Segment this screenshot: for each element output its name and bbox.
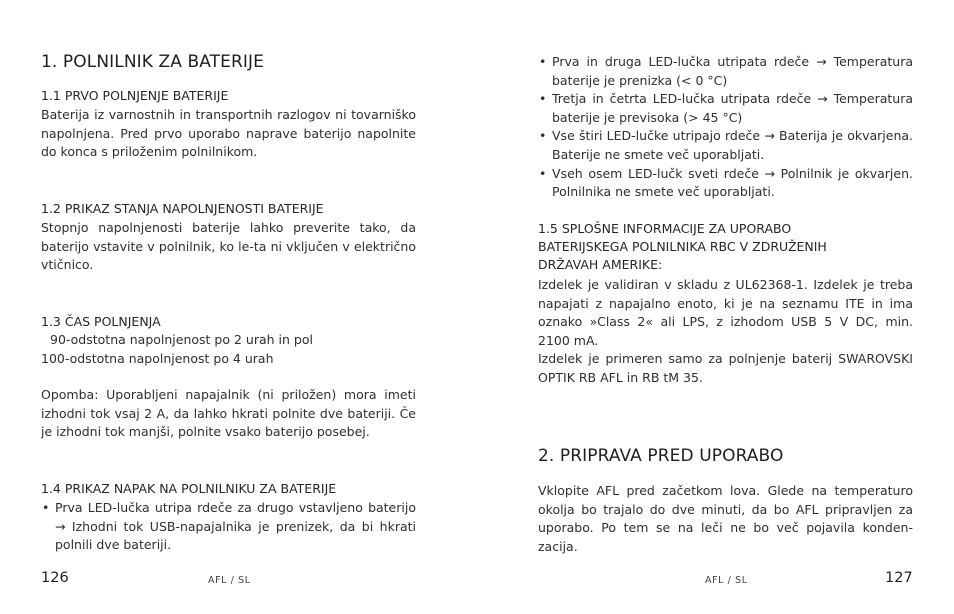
text-line: do konca s priloženim polnilnikom. <box>41 144 258 160</box>
running-footer: AFL / SL <box>208 575 251 586</box>
text-line: Vse štiri LED-lučke utripajo rdeče → Baterija je okvarjena. <box>552 128 913 144</box>
page-number: 127 <box>885 570 913 586</box>
text-line: vtičnico. <box>41 257 94 273</box>
text-line: Prva in druga LED-lučka utripata rdeče → Temperatura <box>552 54 913 69</box>
section-heading-1-3: 1.3 ČAS POLNJENJA <box>41 314 161 329</box>
text-line: → Izhodni tok USB-napajalnika je prenizek, da bi hkrati <box>55 518 416 534</box>
text-line: OPTIK RB AFL in RB tM 35. <box>538 369 703 385</box>
error-list-left <box>41 499 416 555</box>
text-line: baterije je prenizka (< 0 °C) <box>552 72 728 88</box>
text-line: polnili dve bateriji. <box>55 537 172 553</box>
text-line: 2100 mA. <box>538 332 599 348</box>
text-line: 100-odstotna napolnjenost po 4 urah <box>41 350 274 366</box>
error-list-right <box>538 53 913 202</box>
bullet-icon: • <box>42 500 50 515</box>
text-line: uporabo. Po tem se na leči ne bo več pojavila konden- <box>538 520 913 536</box>
text-line: Baterije ne smete več uporabljati. <box>552 146 765 162</box>
text-line: Prva LED-lučka utripa rdeče za drugo vstavljeno baterijo <box>55 500 416 515</box>
bullet-icon: • <box>539 54 547 69</box>
text-line: okolja bo trajalo do dve minuti, da bo AFL pripravljen za <box>538 501 913 517</box>
section-heading-1-5 <box>538 220 913 274</box>
text-line: napajati z napajalno enoto, ki je na seznamu ITE in ima <box>538 295 913 311</box>
section-2-text <box>538 482 913 556</box>
chapter-title-2: 2. PRIPRAVA PRED UPORABO <box>538 446 784 466</box>
section-1-3-text <box>41 331 416 368</box>
text-line: 90-odstotna napolnjenost po 2 urah in pol <box>50 332 313 347</box>
section-1-5-text <box>538 276 913 388</box>
text-line: Izdelek je primeren samo za polnjenje baterij SWAROVSKI <box>538 351 913 367</box>
bullet-icon: • <box>539 128 547 144</box>
page-number: 126 <box>41 570 69 586</box>
text-line: oznako »Class 2« ali LPS, z izhodom USB 5 V DC, min. <box>538 314 913 330</box>
bullet-icon: • <box>539 91 547 107</box>
text-line: Polnilnika ne smete več uporabljati. <box>552 184 775 200</box>
text-line: zacija. <box>538 538 578 554</box>
text-line: Stopnjo napolnjenosti baterije lahko preverite tako, da <box>41 220 416 235</box>
text-line: napolnjena. Pred prvo uporabo naprave baterijo napolnite <box>41 125 416 141</box>
heading-line: BATERIJSKEGA POLNILNIKA RBC V ZDRUŽENIH <box>538 239 827 254</box>
text-line: baterijo vstavite v polnilnik, ko le-ta ni vključen v električno <box>41 238 416 254</box>
list-item <box>538 53 913 90</box>
text-line: baterije je previsoka (> 45 °C) <box>552 109 743 125</box>
left-page <box>41 0 416 614</box>
text-line: Vklopite AFL pred začetkom lova. Glede na temperaturo <box>538 483 913 498</box>
heading-line: DRŽAVAH AMERIKE: <box>538 257 663 272</box>
section-1-1-text <box>41 106 416 162</box>
bullet-icon: • <box>539 165 547 181</box>
list-item <box>538 127 913 164</box>
running-footer: AFL / SL <box>705 575 748 586</box>
note-label: Opomba: <box>41 387 99 402</box>
heading-line: 1.5 SPLOŠNE INFORMACIJE ZA UPORABO <box>538 221 792 236</box>
note-first-line <box>41 386 416 405</box>
section-1-2-text <box>41 219 416 275</box>
text-line: Tretja in četrta LED-lučka utripata rdeče → Temperatura <box>552 91 913 107</box>
note-block <box>41 386 416 442</box>
list-item <box>538 90 913 127</box>
text-line: Izdelek je validiran v skladu z UL62368-1. Izdelek je treba <box>538 277 913 292</box>
right-page <box>538 0 913 614</box>
note-text: Uporabljeni napajalnik (ni priložen) mora imeti <box>106 387 416 402</box>
list-item <box>538 165 913 202</box>
chapter-title: 1. POLNILNIK ZA BATERIJE <box>41 52 264 72</box>
section-heading-1-4: 1.4 PRIKAZ NAPAK NA POLNILNIKU ZA BATERIJE <box>41 481 337 496</box>
section-heading-1-2: 1.2 PRIKAZ STANJA NAPOLNJENOSTI BATERIJE <box>41 201 324 216</box>
text-line: je izhodni tok manjši, polnite vsako baterijo posebej. <box>41 424 370 440</box>
text-line: izhodni tok vsaj 2 A, da lahko hkrati polnite dve bateriji. Če <box>41 405 416 421</box>
list-item <box>41 499 416 555</box>
text-line: Vseh osem LED-lučk sveti rdeče → Polnilnik je okvarjen. <box>552 165 913 181</box>
section-heading-1-1: 1.1 PRVO POLNJENJE BATERIJE <box>41 88 229 103</box>
text-line: Baterija iz varnostnih in transportnih razlogov ni tovarniško <box>41 107 416 122</box>
